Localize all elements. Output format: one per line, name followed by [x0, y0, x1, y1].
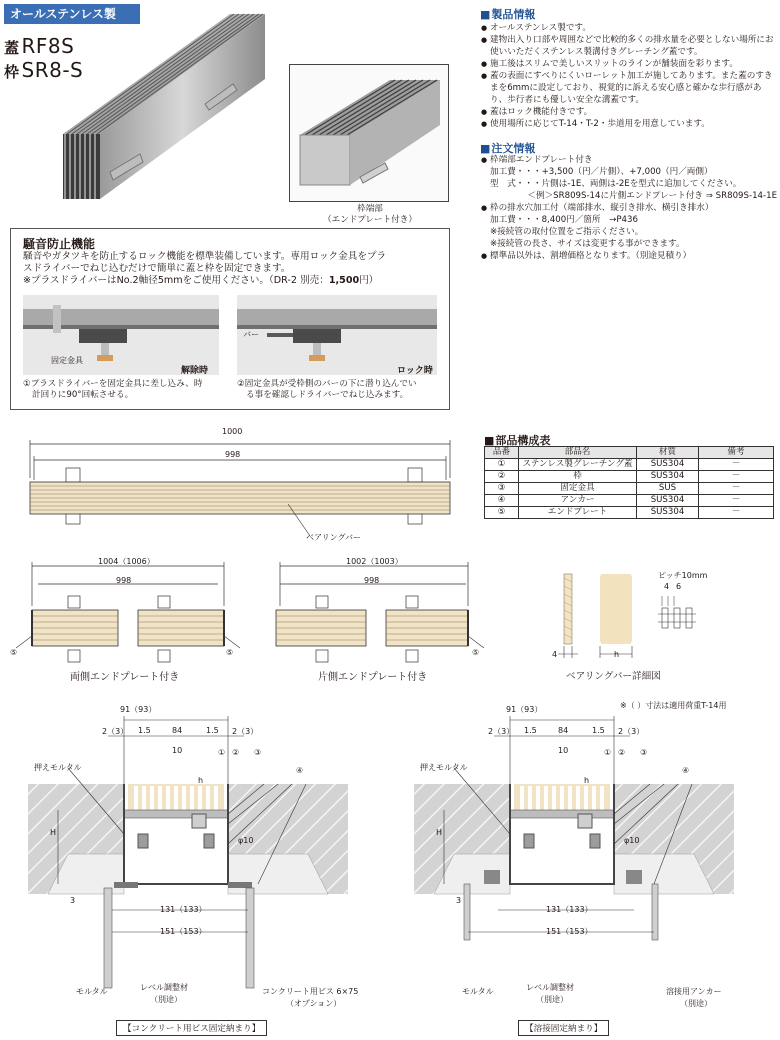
- d3-left: 3: [70, 896, 76, 905]
- product-info-item: ● オールステンレス製です。: [481, 22, 775, 34]
- n4-left: ④: [296, 766, 304, 775]
- table-row: [485, 471, 774, 483]
- d2-left-a: 2（3）: [102, 727, 129, 736]
- cell: －: [699, 459, 774, 471]
- d84-left: 84: [172, 726, 183, 735]
- dim-one: 1002（1003）: [346, 557, 403, 566]
- mortar-right: モルタル: [462, 987, 494, 996]
- product-info-heading: ■ 製品情報: [480, 6, 535, 22]
- bearing-bar-label: ベアリングバー: [306, 533, 362, 542]
- mortar-top-right: 押えモルタル: [420, 763, 468, 772]
- frame-prefix: 枠: [4, 63, 20, 81]
- dim-998-both: 998: [116, 576, 132, 585]
- noise-line: スドライバーでねじ込むだけで簡単に蓋と枠を固定できます。: [23, 263, 291, 274]
- photo-caption: [300, 204, 440, 226]
- cell: －: [699, 471, 774, 483]
- cell: 固定金具: [519, 483, 637, 495]
- anchor-label: 溶接用アンカー: [666, 987, 722, 996]
- col-header: 品番: [485, 447, 519, 459]
- d10-right: 10: [558, 746, 569, 755]
- cell: SUS: [637, 483, 699, 495]
- d151-left: 151（153）: [160, 927, 207, 936]
- d15-right-a: 1.5: [524, 726, 537, 735]
- col-header: 部品名: [519, 447, 637, 459]
- h-right: h: [584, 776, 590, 785]
- d131-left: 131（133）: [160, 905, 207, 914]
- step2: [237, 379, 447, 401]
- n1-left: ①: [218, 748, 226, 757]
- section-right-drawing: [414, 714, 754, 1014]
- level-right: レベル調整材: [526, 983, 574, 992]
- d3-right: 3: [456, 896, 462, 905]
- cell: 枠: [519, 471, 637, 483]
- step1-line: 計回りに90°回転させる。: [32, 390, 134, 400]
- cell: ③: [485, 483, 519, 495]
- noise-title: 騒音防止機能: [23, 237, 96, 251]
- lid-prefix: 蓋: [4, 39, 20, 57]
- num5-left: ⑤: [10, 648, 18, 657]
- caption-one-end: 片側エンドプレート付き: [318, 672, 428, 683]
- cell: エンドプレート: [519, 507, 637, 519]
- cell: ステンレス製グレーチング蓋: [519, 459, 637, 471]
- order-info-heading: ■ 注文情報: [480, 140, 535, 156]
- level-left: レベル調整材: [140, 983, 188, 992]
- caption-screw-fix: 【コンクリート用ビス固定納まり】: [116, 1020, 267, 1036]
- step1: [23, 379, 223, 401]
- plan-view-drawing: [20, 430, 470, 540]
- d84-right: 84: [558, 726, 569, 735]
- cell: －: [699, 483, 774, 495]
- n4-right: ④: [682, 766, 690, 775]
- n1-right: ①: [604, 748, 612, 757]
- col-header: 備考: [699, 447, 774, 459]
- cell: －: [699, 495, 774, 507]
- product-info-item: ● 蓋はロック機能付きです。: [481, 106, 775, 118]
- cell: －: [699, 507, 774, 519]
- d131-right: 131（133）: [546, 905, 593, 914]
- caption-weld-fix: 【溶接固定納まり】: [518, 1020, 609, 1036]
- cell: ①: [485, 459, 519, 471]
- table-row: [485, 483, 774, 495]
- order-item: ● 枠の排水穴加工付（端部排水、縦引き排水、横引き排水）: [481, 202, 777, 214]
- section-left-drawing: [28, 714, 368, 1014]
- parts-table-header-row: [485, 447, 774, 459]
- noise-line: 騒音やガタツキを防止するロック機能を標準装備しています。専用ロック金具をプラ: [23, 251, 387, 262]
- photo-caption-line2: （エンドプレート付き）: [323, 215, 417, 225]
- unlock-label: 解除時: [181, 366, 209, 376]
- option-label: （オプション）: [286, 999, 342, 1008]
- order-line: 加工費・・・8,400円／箇所 →P436: [490, 215, 638, 225]
- detail-caption: ベアリングバー詳細図: [566, 671, 661, 682]
- d2-right-b: 2（3）: [618, 727, 645, 736]
- cell: SUS304: [637, 507, 699, 519]
- mortar-top-left: 押えモルタル: [34, 763, 82, 772]
- pitch-4: 4: [664, 582, 670, 591]
- product-info-item: ● 使用場所に応じてT-14・T-2・歩道用を用意しています。: [481, 118, 775, 130]
- d151-right: 151（153）: [546, 927, 593, 936]
- noise-description: [23, 251, 447, 287]
- noise-line3c: 円）: [359, 275, 379, 286]
- num5-right: ⑤: [226, 648, 234, 657]
- H-right: H: [436, 828, 443, 837]
- d15-left-b: 1.5: [206, 726, 219, 735]
- d2-right-a: 2（3）: [488, 727, 515, 736]
- order-line: ※接続管の取付位置をご指示ください。: [490, 227, 644, 237]
- cell: ④: [485, 495, 519, 507]
- d91-right: 91（93）: [506, 705, 543, 714]
- table-row: [485, 507, 774, 519]
- pitch-6: 6: [676, 582, 682, 591]
- noise-prevention-box: [10, 228, 450, 410]
- n2-left: ②: [232, 748, 240, 757]
- product-info-list: [481, 22, 775, 130]
- n2-right: ②: [618, 748, 626, 757]
- product-info-item: ● 建物出入り口部や周囲などで比較的多くの排水量を必要としない場所にお使いいただくステンレス製溝付きグレーチング蓋です。: [481, 34, 775, 58]
- screw-label: コンクリート用ビス 6×75: [262, 987, 359, 996]
- num5-one: ⑤: [472, 648, 480, 657]
- order-info: [481, 154, 777, 262]
- detail-h: h: [614, 650, 620, 659]
- step2-line: ②固定金具が受枠側のバーの下に潜り込んでい: [237, 379, 417, 389]
- price: 1,500: [328, 275, 360, 286]
- step2-line: る事を確認しドライバーでねじ込みます。: [246, 390, 409, 400]
- dim-1000: 1000: [222, 427, 243, 436]
- caption-both-end: 両側エンドプレート付き: [70, 672, 180, 683]
- separate-left: （別途）: [150, 995, 182, 1004]
- order-item: ● 標準品以外は、割増価格となります。（別途見積り）: [481, 250, 777, 262]
- plan-one-end: [256, 556, 496, 666]
- n3-right: ③: [640, 748, 648, 757]
- step1-line: ①プラスドライバーを固定金具に差し込み、時: [23, 379, 203, 389]
- detail-4: 4: [552, 650, 558, 659]
- product-info-item: ● 施工後はスリムで美しいスリットのラインが舗装面を彩ります。: [481, 58, 775, 70]
- pitch-label: ピッチ10mm: [658, 571, 708, 580]
- cell: SUS304: [637, 495, 699, 507]
- table-row: [485, 459, 774, 471]
- order-line: ※接続管の長さ、サイズは変更する事ができます。: [490, 239, 685, 249]
- plan-both-end: [8, 556, 248, 666]
- d2-left-b: 2（3）: [232, 727, 259, 736]
- product-info-item: ● 蓋の表面にすべりにくいローレット加工が施してあります。また蓋のすきまを6mmに設定しており、視覚的に訴える安心感と確かな歩行感があり、歩行者にも優しい安全な溝蓋です。: [481, 70, 775, 106]
- cell: ⑤: [485, 507, 519, 519]
- h-left: h: [198, 776, 204, 785]
- parts-table-heading: ■ 部品構成表: [484, 432, 550, 448]
- product-photo-main: [55, 4, 285, 204]
- d15-left-a: 1.5: [138, 726, 151, 735]
- dim-both: 1004（1006）: [98, 557, 155, 566]
- d15-right-b: 1.5: [592, 726, 605, 735]
- dim-998: 998: [225, 450, 241, 459]
- d91-left: 91（93）: [120, 705, 157, 714]
- order-line: 型 式・・・片側は-1E、両側は-2Eを型式に追加してください。: [490, 179, 742, 189]
- H-left: H: [50, 828, 57, 837]
- cell: SUS304: [637, 459, 699, 471]
- table-row: [485, 495, 774, 507]
- cell: ②: [485, 471, 519, 483]
- photo-caption-line1: 枠端部: [357, 204, 383, 214]
- phi10-right: φ10: [624, 836, 640, 845]
- separate-right: （別途）: [536, 995, 568, 1004]
- noise-line3a: ※プラスドライバーはNo.2軸径5mmをご使用ください。（DR-2 別売：: [23, 275, 329, 286]
- material-badge: オールステンレス製: [4, 4, 140, 24]
- separate-anchor: （別途）: [680, 999, 712, 1008]
- order-item: ● 枠端部エンドプレート付き: [481, 154, 777, 166]
- dim-998-one: 998: [364, 576, 380, 585]
- parts-table: [484, 446, 774, 519]
- cell: アンカー: [519, 495, 637, 507]
- col-header: 材質: [637, 447, 699, 459]
- phi10-left: φ10: [238, 836, 254, 845]
- cell: SUS304: [637, 471, 699, 483]
- noise-line: [23, 275, 447, 287]
- mortar-left: モルタル: [76, 987, 108, 996]
- order-line: 加工費・・・+3,500（円／片側）、+7,000（円／両側）: [490, 167, 713, 177]
- end-plate-photo: [289, 64, 449, 202]
- lid-code: RF8S: [21, 34, 75, 58]
- section-note: ※（ ）寸法は適用荷重T-14用: [620, 701, 727, 710]
- d10-left: 10: [172, 746, 183, 755]
- fitting-label: 固定金具: [51, 356, 83, 365]
- frame-code: SR8-S: [21, 58, 84, 82]
- lock-label: ロック時: [397, 366, 433, 376]
- bar-label: バー: [243, 330, 259, 339]
- n3-left: ③: [254, 748, 262, 757]
- order-example: ＜例＞SR809S-14に片側エンドプレート付き ⇒ SR809S-14-1E: [527, 191, 777, 201]
